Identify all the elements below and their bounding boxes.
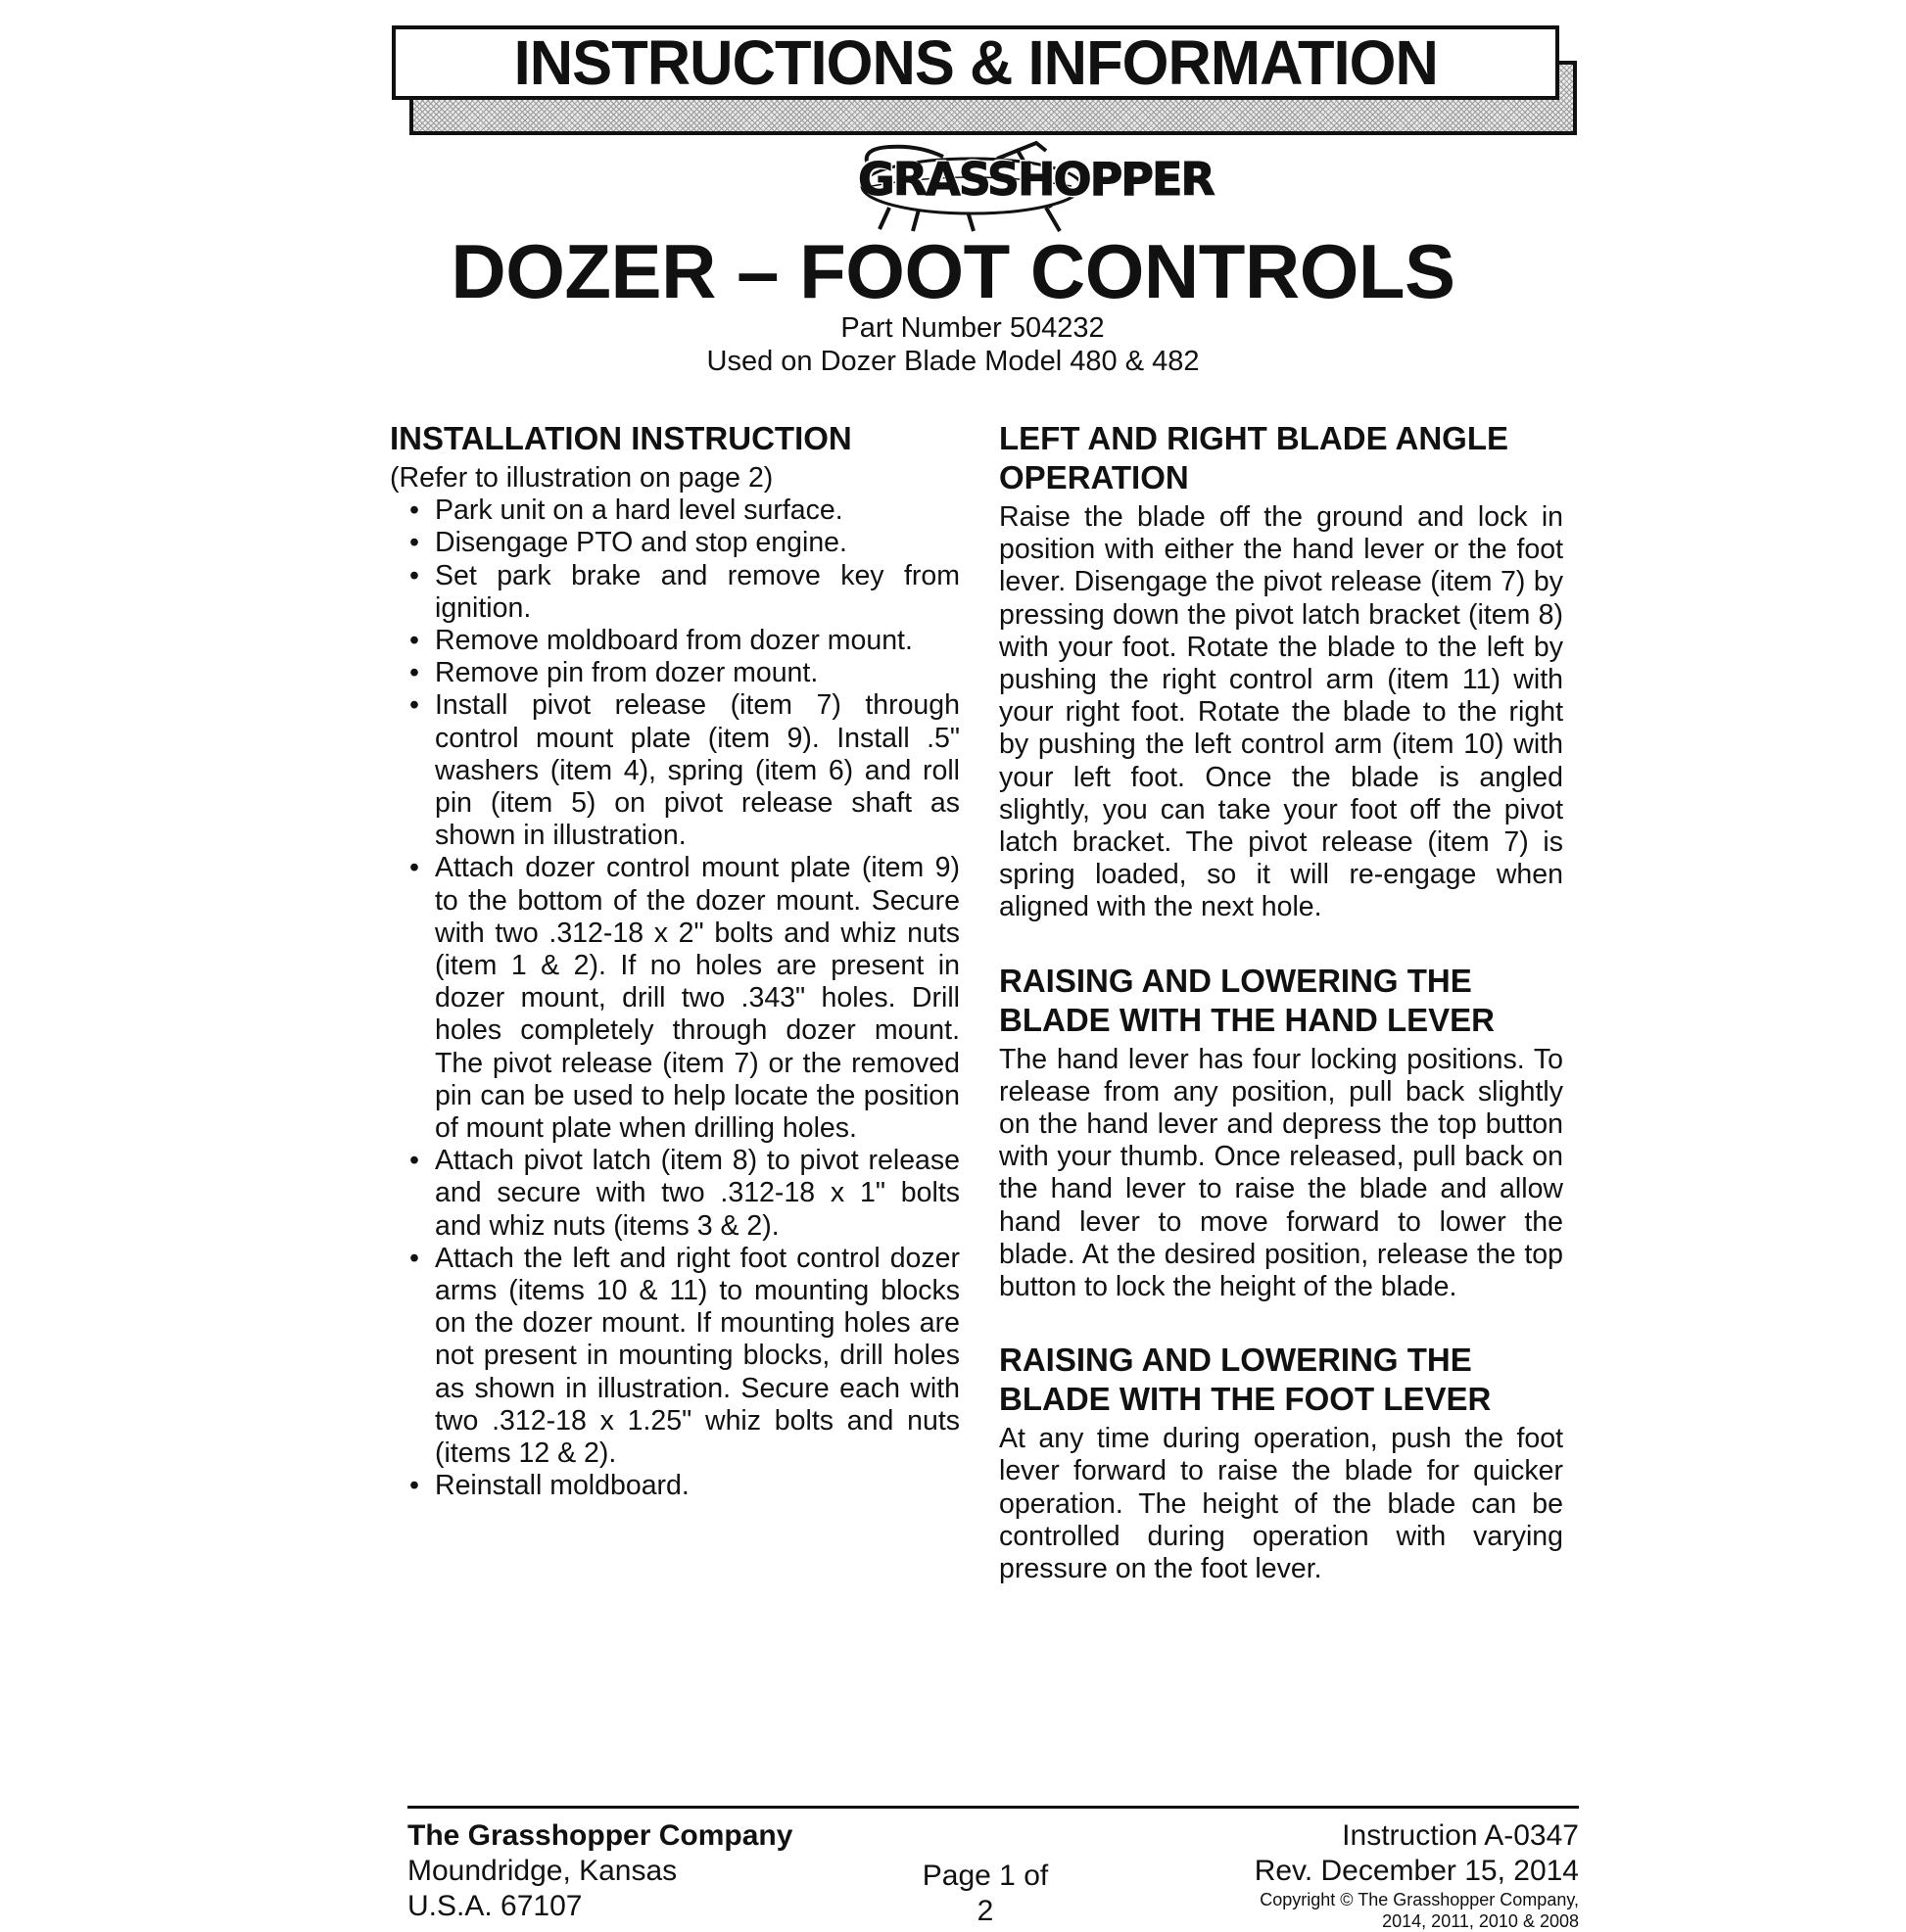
installation-step: • Disengage PTO and stop engine.	[390, 527, 960, 559]
grasshopper-logo	[850, 139, 1214, 237]
copyright-line-2: 2014, 2011, 2010 & 2008	[1382, 1911, 1579, 1931]
header-banner	[392, 25, 1577, 135]
installation-step: • Set park brake and remove key from ignition.	[390, 560, 960, 625]
installation-step: • Remove pin from dozer mount.	[390, 657, 960, 689]
installation-step: • Attach dozer control mount plate (item 9) to the bottom of the dozer mount. Secure with two .312-18 x 2" bolts and whiz nuts (item 1 & 2). If no holes are present in dozer mount, drill two .343" holes. Drill holes completely through dozer mount. The pivot release (item 7) or the removed pin can be used to help locate the position of mount plate when drilling holes.	[390, 852, 960, 1145]
installation-step: • Reinstall moldboard.	[390, 1470, 960, 1502]
operation-sections	[999, 419, 1563, 1623]
foot-lever-body: At any time during operation, push the foot lever forward to raise the blade for quicker operation. The height of the blade can be controlled during operation with varying pressure on the foot lever.	[999, 1423, 1563, 1585]
instruction-number: Instruction A-0347	[1342, 1819, 1579, 1852]
installation-steps	[390, 495, 960, 1502]
footer-document-info	[1255, 1818, 1579, 1932]
company-country-zip: U.S.A. 67107	[407, 1890, 583, 1922]
footer-divider	[407, 1806, 1579, 1809]
hand-lever-body: The hand lever has four locking positions. To release from any position, pull back slightly on the hand lever and depress the top button with your thumb. Once released, pull back on the hand lever to raise the blade and allow hand lever to move forward to lower the blade. At the desired position, release the top button to lock the height of the blade.	[999, 1043, 1563, 1303]
page-indicator: Page 1 of 2	[922, 1860, 1049, 1927]
installation-step: • Attach pivot latch (item 8) to pivot release and secure with two .312-18 x 1" bolts and whiz nuts (items 3 & 2).	[390, 1145, 960, 1243]
revision-date: Rev. December 15, 2014	[1254, 1855, 1579, 1887]
installation-heading: INSTALLATION INSTRUCTION	[390, 420, 852, 456]
hand-lever-heading: RAISING AND LOWERING THE BLADE WITH THE HAND LEVER	[999, 962, 1495, 1038]
part-number: Part Number 504232	[840, 312, 1105, 344]
foot-lever-section	[999, 1341, 1563, 1585]
footer-address	[407, 1818, 792, 1924]
installation-section	[390, 419, 960, 1503]
document-title: DOZER – FOOT CONTROLS	[451, 228, 1455, 314]
hand-lever-section	[999, 962, 1563, 1304]
copyright-line-1: Copyright © The Grasshopper Company,	[1260, 1890, 1579, 1909]
installation-refer-note: (Refer to illustration on page 2)	[390, 462, 774, 494]
used-on-models: Used on Dozer Blade Model 480 & 482	[706, 346, 1200, 377]
installation-step: • Park unit on a hard level surface.	[390, 495, 960, 527]
company-city: Moundridge, Kansas	[407, 1855, 678, 1887]
installation-step: • Remove moldboard from dozer mount.	[390, 625, 960, 657]
blade-angle-body: Raise the blade off the ground and lock in position with either the hand lever or the foot lever. Disengage the pivot release (item 7) by pressing down the pivot latch bracket (item 8) with your foot. Rotate the blade to the left by pushing the right control arm (item 11) with your right foot. Rotate the blade to the right by pushing the left control arm (item 10) with your left foot. Once the blade is angled slightly, you can take your foot off the pivot latch bracket. The pivot release (item 7) is spring loaded, so it will re-engage when aligned with the next hole.	[999, 501, 1563, 923]
banner-title: INSTRUCTIONS & INFORMATION	[513, 27, 1438, 98]
banner-box	[392, 25, 1559, 100]
installation-step: • Install pivot release (item 7) through control mount plate (item 9). Install .5" washers (item 4), spring (item 6) and roll pin (item 5) on pivot release shaft as shown in illustration.	[390, 689, 960, 852]
logo-wordmark: GRASSHOPPER	[858, 153, 1214, 206]
blade-angle-section	[999, 419, 1563, 924]
installation-step: • Attach the left and right foot control dozer arms (items 10 & 11) to mounting blocks on the dozer mount. If mounting holes are not present in mounting blocks, drill holes as shown in illustration. Secure each with two .312-18 x 1.25" whiz bolts and nuts (items 12 & 2).	[390, 1243, 960, 1470]
company-name: The Grasshopper Company	[407, 1819, 793, 1852]
blade-angle-heading: LEFT AND RIGHT BLADE ANGLE OPERATION	[999, 420, 1509, 495]
foot-lever-heading: RAISING AND LOWERING THE BLADE WITH THE FOOT LEVER	[999, 1342, 1492, 1418]
